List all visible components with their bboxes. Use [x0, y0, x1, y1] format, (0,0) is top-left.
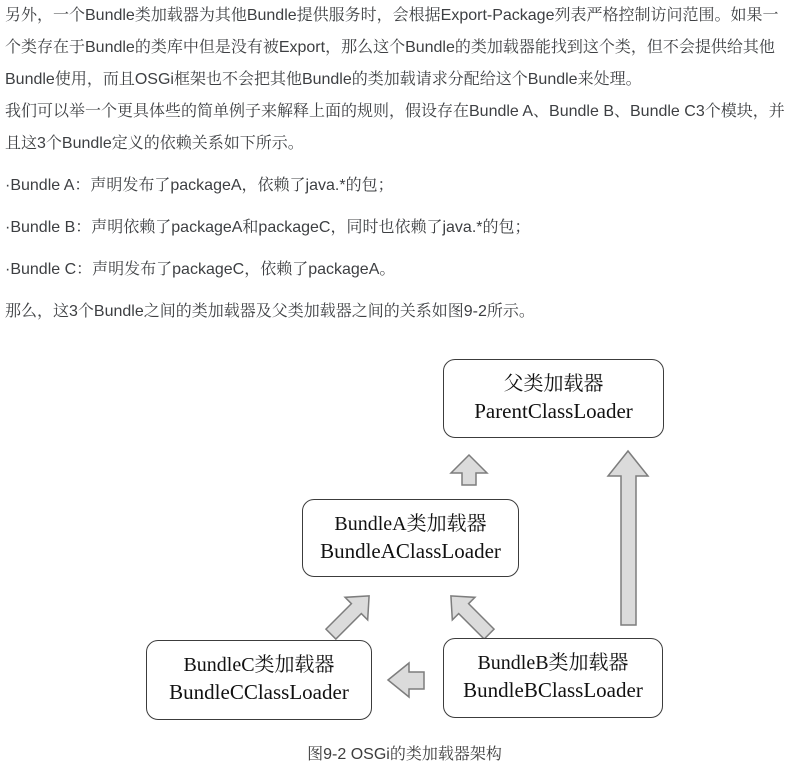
node-title: BundleA类加载器 [334, 513, 487, 535]
node-title: BundleC类加载器 [183, 654, 335, 676]
node-bundlea-classloader [302, 499, 519, 577]
arrow-bundleb-to-bundlec-icon [388, 663, 424, 697]
node-subtitle: BundleBClassLoader [463, 678, 643, 702]
paragraph-figure-reference [5, 296, 809, 328]
node-bundleb-classloader [443, 638, 663, 718]
figure-caption: 图9-2 OSGi的类加载器架构 [307, 746, 502, 763]
text-line: Bundle使用，而且OSGi框架也不会把其他Bundle的类加载请求分配给这个Bundle来处理。 [5, 71, 642, 88]
paragraph-bundle-export-rules [5, 0, 809, 96]
bullet-bundle-c [5, 254, 809, 286]
paragraph-example-intro [5, 96, 809, 160]
text-line: 另外，一个Bundle类加载器为其他Bundle提供服务时，会根据Export-Package列表严格控制访问范围。如果一 [5, 7, 779, 24]
arrow-bundleb-to-bundlea-icon [440, 585, 501, 646]
body-text [0, 0, 809, 328]
arrow-bundlec-to-bundlea-icon [320, 585, 381, 646]
node-subtitle: BundleCClassLoader [169, 680, 349, 704]
text-line: ·Bundle A：声明发布了packageA，依赖了java.*的包； [5, 177, 394, 194]
arrow-bundlea-to-parent-icon [451, 455, 487, 485]
text-line: 且这3个Bundle定义的依赖关系如下所示。 [5, 135, 304, 152]
node-title: 父类加载器 [503, 373, 604, 395]
node-subtitle: BundleAClassLoader [320, 539, 501, 563]
node-parent-classloader [443, 359, 664, 438]
text-line: 个类存在于Bundle的类库中但是没有被Export，那么这个Bundle的类加载器能找到这个类，但不会提供给其他 [5, 39, 775, 56]
arrow-bundleb-to-parent-icon [608, 451, 648, 625]
bullet-bundle-b [5, 212, 809, 244]
text-line: ·Bundle B：声明依赖了packageA和packageC，同时也依赖了java.*的包； [5, 219, 531, 236]
text-line: ·Bundle C：声明发布了packageC，依赖了packageA。 [5, 261, 396, 278]
node-title: BundleB类加载器 [477, 652, 629, 674]
text-line: 我们可以举一个更具体些的简单例子来解释上面的规则，假设存在Bundle A、Bundle B、Bundle C3个模块，并 [5, 103, 785, 120]
text-line: 那么，这3个Bundle之间的类加载器及父类加载器之间的关系如图9-2所示。 [5, 303, 535, 320]
bullet-bundle-a [5, 170, 809, 202]
figure-osgi-classloader-architecture [0, 350, 809, 764]
node-subtitle: ParentClassLoader [474, 399, 633, 423]
node-bundlec-classloader [146, 640, 372, 720]
